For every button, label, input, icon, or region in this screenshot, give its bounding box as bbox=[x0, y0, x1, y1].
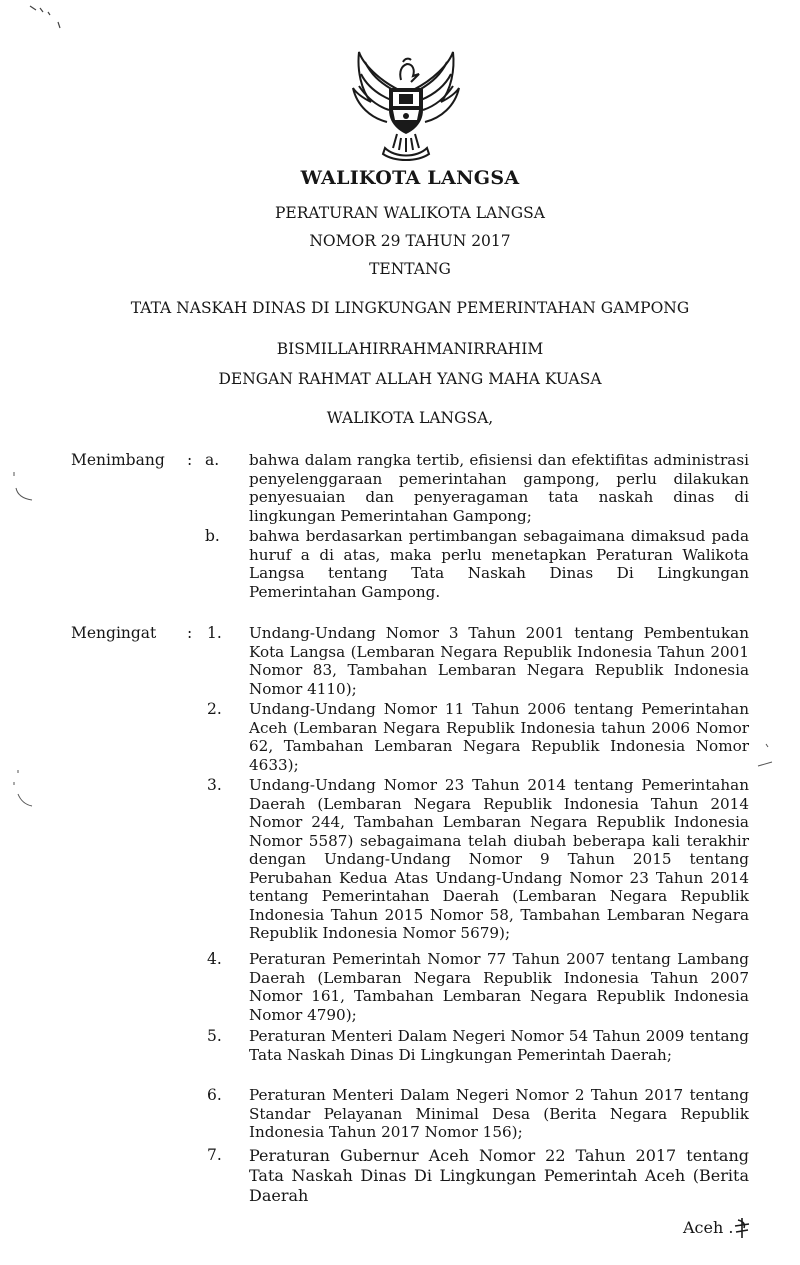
page-continuation-word: Aceh . bbox=[683, 1218, 734, 1237]
mengingat-marker-2: 2. bbox=[207, 700, 222, 718]
menimbang-marker-b: b. bbox=[205, 527, 220, 545]
scan-speck-top-left bbox=[28, 2, 64, 32]
mengingat-marker-3: 3. bbox=[207, 776, 222, 794]
regulation-number: NOMOR 29 TAHUN 2017 bbox=[309, 232, 511, 250]
mengingat-item-4: Peraturan Pemerintah Nomor 77 Tahun 2007 tentang Lambang Daerah (Lembaran Negara Republik Indonesia Tahun 2007 Nomor 161, Tambahan Lembaran Negara Republik Indonesia Nomor 4790); bbox=[249, 950, 749, 1024]
garuda-emblem-icon bbox=[349, 50, 463, 162]
mengingat-marker-1: 1. bbox=[207, 624, 222, 642]
mengingat-label: Mengingat bbox=[71, 624, 157, 642]
mengingat-item-7: Peraturan Gubernur Aceh Nomor 22 Tahun 2017 tentang Tata Naskah Dinas Di Lingkungan Pemerintah Aceh (Berita Daerah bbox=[249, 1146, 749, 1205]
bismillah-line: BISMILLAHIRRAHMANIRRAHIM bbox=[276, 340, 544, 358]
mengingat-marker-6: 6. bbox=[207, 1086, 222, 1104]
mengingat-item-6: Peraturan Menteri Dalam Negeri Nomor 2 Tahun 2017 tentang Standar Pelayanan Minimal Desa (Berita Negara Republik Indonesia Tahun 2017 Nomor 156); bbox=[249, 1086, 749, 1141]
menimbang-label: Menimbang bbox=[71, 451, 165, 469]
menimbang-marker-a: a. bbox=[205, 451, 220, 469]
regulation-subject: TATA NASKAH DINAS DI LINGKUNGAN PEMERINTAHAN GAMPONG bbox=[130, 299, 690, 317]
enactor-line: WALIKOTA LANGSA, bbox=[326, 409, 494, 427]
blessing-line: DENGAN RAHMAT ALLAH YANG MAHA KUASA bbox=[218, 370, 602, 388]
mengingat-marker-4: 4. bbox=[207, 950, 222, 968]
handwritten-initial-icon bbox=[732, 1216, 752, 1240]
mengingat-item-3: Undang-Undang Nomor 23 Tahun 2014 tentang Pemerintahan Daerah (Lembaran Negara Republik Indonesia Tahun 2014 Nomor 244, Tambahan Lembaran Negara Republik Indonesia Nomor 5587) sebagaimana telah diubah beberapa kali terakhir dengan Undang-Undang Nomor 9 Tahun 2015 tentang Perubahan Kedua Atas Undang-Undang Nomor 23 Tahun 2014 tentang Pemerintahan Daerah (Lembaran Negara Republik Indonesia Tahun 2015 Nomor 58, Tambahan Lembaran Negara Republik Indonesia Nomor 5679); bbox=[249, 776, 749, 942]
authority-title: WALIKOTA LANGSA bbox=[300, 167, 520, 189]
regulation-type: PERATURAN WALIKOTA LANGSA bbox=[274, 204, 545, 222]
scan-speck-left-2 bbox=[8, 768, 38, 812]
mengingat-item-2: Undang-Undang Nomor 11 Tahun 2006 tentang Pemerintahan Aceh (Lembaran Negara Republik Indonesia tahun 2006 Nomor 62, Tambahan Lembaran Negara Republik Indonesia Nomor 4633); bbox=[249, 700, 749, 774]
mengingat-marker-7: 7. bbox=[207, 1146, 222, 1164]
mengingat-colon: : bbox=[187, 624, 193, 642]
mengingat-item-1: Undang-Undang Nomor 3 Tahun 2001 tentang Pembentukan Kota Langsa (Lembaran Negara Republik Indonesia Tahun 2001 Nomor 83, Tambahan Lembaran Negara Republik Indonesia Nomor 4110); bbox=[249, 624, 749, 698]
menimbang-colon: : bbox=[187, 451, 193, 469]
about-heading: TENTANG bbox=[369, 260, 451, 278]
scan-speck-left-1 bbox=[8, 470, 38, 506]
mengingat-item-5: Peraturan Menteri Dalam Negeri Nomor 54 Tahun 2009 tentang Tata Naskah Dinas Di Lingkungan Pemerintah Daerah; bbox=[249, 1027, 749, 1064]
menimbang-item-a: bahwa dalam rangka tertib, efisiensi dan efektifitas administrasi penyelenggaraan pemerintahan gampong, perlu dilakukan penyesuaian dan penyeragaman tata naskah dinas di lingkungan Pemerintahan Gampong; bbox=[249, 451, 749, 525]
menimbang-item-b: bahwa berdasarkan pertimbangan sebagaimana dimaksud pada huruf a di atas, maka perlu menetapkan Peraturan Walikota Langsa tentang Tata Naskah Dinas Di Lingkungan Pemerintahan Gampong. bbox=[249, 527, 749, 601]
mengingat-marker-5: 5. bbox=[207, 1027, 222, 1045]
scan-speck-right bbox=[752, 742, 780, 772]
